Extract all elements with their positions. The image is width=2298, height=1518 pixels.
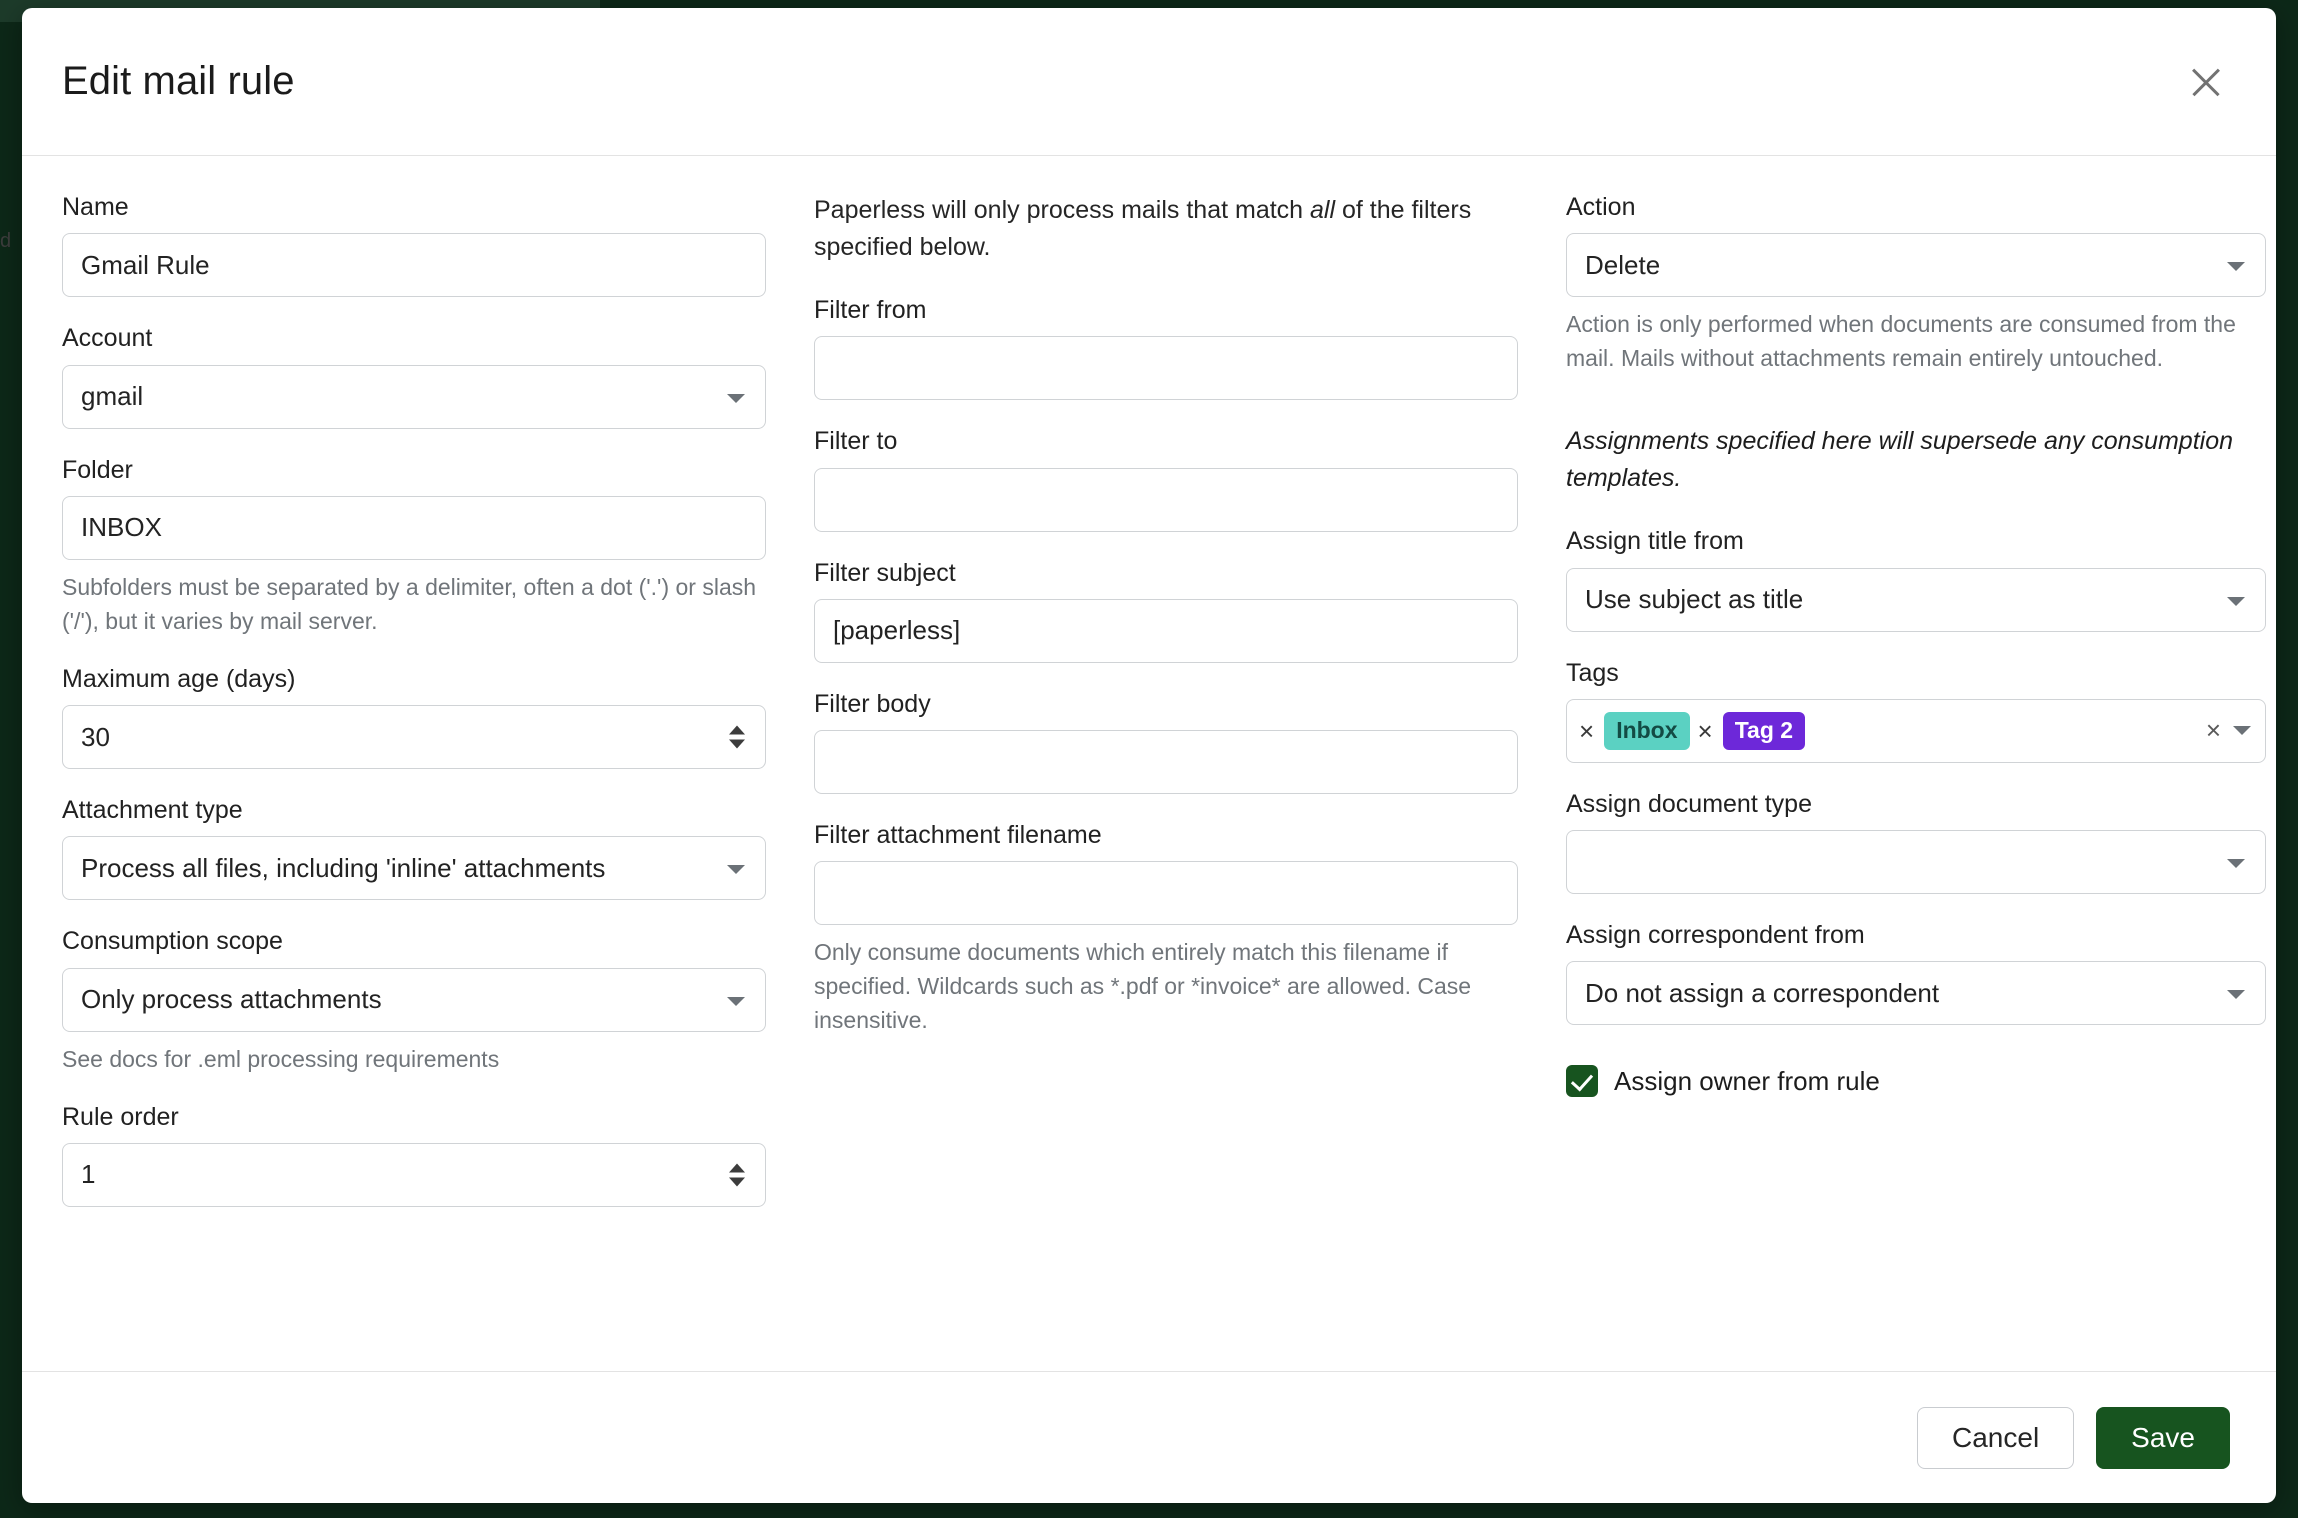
tag-item[interactable]: [1696, 712, 1806, 750]
close-icon[interactable]: [2180, 56, 2232, 108]
filters-intro-after: of the filters specified below.: [814, 196, 1472, 261]
filter-body-input[interactable]: [814, 730, 1518, 794]
tag-chip: Inbox: [1604, 712, 1689, 750]
field-filter-from: [814, 295, 1518, 400]
rule-order-value: 1: [81, 1159, 96, 1190]
dialog-header: [22, 8, 2276, 156]
account-select[interactable]: [62, 365, 766, 429]
assign-correspondent-from-select[interactable]: [1566, 961, 2266, 1025]
rule-order-label: Rule order: [62, 1102, 179, 1131]
action-select[interactable]: [1566, 233, 2266, 297]
attachment-type-label: Attachment type: [62, 796, 243, 825]
attachment-type-value: Process all files, including 'inline' attachments: [81, 852, 606, 883]
chevron-down-icon: [2227, 262, 2245, 271]
chevron-down-icon: [727, 394, 745, 403]
chevron-down-icon: [2227, 859, 2245, 868]
filters-intro-text: [814, 192, 1518, 265]
assign-title-from-label: Assign title from: [1566, 527, 1744, 556]
edit-mail-rule-dialog: [22, 8, 2276, 1503]
folder-help-text: Subfolders must be separated by a delimiter, often a dot ('.') or slash ('/'), but it varies by mail server.: [62, 573, 757, 634]
attachment-type-select[interactable]: [62, 836, 766, 900]
filter-attachment-filename-input[interactable]: [814, 861, 1518, 925]
assign-document-type-select[interactable]: [1566, 830, 2266, 894]
tags-input[interactable]: [1566, 699, 2266, 763]
stepper-arrows-icon[interactable]: [729, 1163, 745, 1186]
column-actions: [1566, 192, 2266, 1371]
clear-icon[interactable]: ×: [2205, 715, 2221, 746]
tag-chip: Tag 2: [1723, 712, 1805, 750]
remove-tag-icon[interactable]: ×: [1579, 715, 1595, 746]
maximum-age-label: Maximum age (days): [62, 664, 296, 693]
field-assign-correspondent-from: [1566, 920, 2266, 1025]
account-value: gmail: [81, 381, 144, 411]
field-account: [62, 323, 766, 428]
field-assign-owner-from-rule[interactable]: [1566, 1065, 2266, 1097]
field-filter-subject: [814, 558, 1518, 663]
field-assign-title-from: [1566, 526, 2266, 631]
filter-from-label: Filter from: [814, 296, 927, 324]
chevron-down-icon: [2227, 990, 2245, 999]
filters-intro-before: Paperless will only process mails that match: [814, 196, 1311, 224]
stepper-arrows-icon[interactable]: [729, 726, 745, 749]
dialog-body: [22, 156, 2276, 1371]
background-left-text: d: [0, 230, 12, 252]
assign-correspondent-from-value: Do not assign a correspondent: [1585, 977, 1940, 1008]
filter-attachment-help-text: Only consume documents which entirely match this filename if specified. Wildcards such as *.pdf or *invoice* are allowed. Case insensitive.: [814, 939, 1472, 1034]
maximum-age-value: 30: [81, 721, 110, 752]
remove-tag-icon[interactable]: ×: [1697, 715, 1713, 746]
action-label: Action: [1566, 193, 1636, 221]
action-value: Delete: [1585, 249, 1661, 280]
tags-label: Tags: [1566, 658, 1619, 687]
field-action: [1566, 192, 2266, 375]
consumption-scope-select[interactable]: [62, 968, 766, 1032]
field-tags: [1566, 658, 2266, 763]
filter-subject-input[interactable]: [paperless]: [814, 599, 1518, 663]
field-folder: [62, 455, 766, 638]
filter-to-input[interactable]: [814, 468, 1518, 532]
assign-title-from-value: Use subject as title: [1585, 584, 1804, 615]
consumption-scope-help-text: See docs for .eml processing requirements: [62, 1045, 500, 1072]
field-maximum-age: [62, 664, 766, 769]
field-rule-order: [62, 1102, 766, 1207]
filters-intro-emphasis: all: [1310, 196, 1336, 224]
assign-owner-checkbox[interactable]: [1566, 1065, 1598, 1097]
filter-to-label: Filter to: [814, 427, 898, 456]
consumption-scope-label: Consumption scope: [62, 927, 283, 956]
cancel-button[interactable]: Cancel: [1917, 1407, 2074, 1469]
page-title: Edit mail rule: [62, 59, 295, 103]
filter-body-label: Filter body: [814, 689, 931, 718]
assign-correspondent-from-label: Assign correspondent from: [1566, 921, 1865, 950]
name-label: Name: [62, 193, 129, 221]
account-label: Account: [62, 324, 153, 353]
chevron-down-icon[interactable]: [2233, 726, 2251, 735]
maximum-age-stepper[interactable]: [62, 705, 766, 769]
save-button[interactable]: Save: [2096, 1407, 2230, 1469]
column-general: [62, 192, 766, 1371]
chevron-down-icon: [2227, 597, 2245, 606]
folder-label: Folder: [62, 455, 133, 484]
filter-attachment-filename-label: Filter attachment filename: [814, 821, 1102, 849]
field-consumption-scope: [62, 926, 766, 1075]
tag-item[interactable]: [1577, 712, 1690, 750]
assign-owner-label: Assign owner from rule: [1614, 1065, 1880, 1096]
field-filter-body: [814, 689, 1518, 794]
chevron-down-icon: [727, 997, 745, 1006]
field-filter-attachment-filename: [814, 820, 1518, 1037]
name-input[interactable]: Gmail Rule: [62, 233, 766, 297]
column-filters: [814, 192, 1518, 1371]
assignments-note: Assignments specified here will supersede any consumption templates.: [1566, 427, 2234, 492]
field-attachment-type: [62, 795, 766, 900]
field-assign-document-type: [1566, 789, 2266, 894]
assign-document-type-label: Assign document type: [1566, 789, 1812, 818]
field-filter-to: [814, 426, 1518, 531]
consumption-scope-value: Only process attachments: [81, 984, 382, 1015]
dialog-footer: [22, 1371, 2276, 1503]
action-help-text: Action is only performed when documents are consumed from the mail. Mails without attachments remain entirely untouched.: [1566, 311, 2236, 372]
filter-subject-label: Filter subject: [814, 558, 956, 587]
chevron-down-icon: [727, 865, 745, 874]
folder-input[interactable]: INBOX: [62, 496, 766, 560]
assign-title-from-select[interactable]: [1566, 568, 2266, 632]
filter-from-input[interactable]: [814, 336, 1518, 400]
field-name: [62, 192, 766, 297]
rule-order-stepper[interactable]: [62, 1143, 766, 1207]
